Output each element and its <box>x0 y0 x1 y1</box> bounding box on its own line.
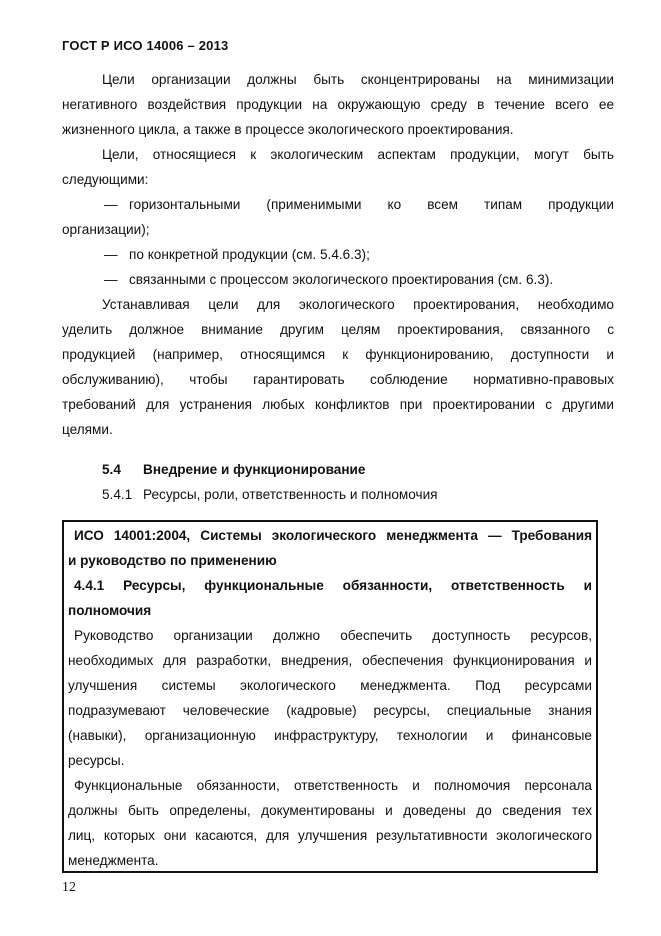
box-para-line: ресурсы. <box>68 753 125 768</box>
list-dash: — <box>104 197 118 212</box>
paragraph1-line: негативного воздействия продукции на окружающую среду в течение всего ее <box>62 97 614 112</box>
paragraph2-line: Цели, относящиеся к экологическим аспектам продукции, могут быть <box>102 147 614 162</box>
box-para-line: подразумевают человеческие (кадровые) ресурсы, специальные знания <box>68 703 592 718</box>
box-para-line: менеджмента. <box>68 853 159 868</box>
section-title: Внедрение и функционирование <box>143 462 366 477</box>
section-number: 5.4 <box>102 462 121 477</box>
paragraph2-line: следующими: <box>62 172 149 187</box>
box-clause-line: 4.4.1 Ресурсы, функциональные обязанности, ответственность и <box>74 578 592 593</box>
box-para-line: (навыки), организационную инфраструктуру, технологии и финансовые <box>68 728 592 743</box>
paragraph3-line: целями. <box>62 422 113 437</box>
list-item: организации); <box>62 222 150 237</box>
list-item: горизонтальными (применимыми ко всем типам продукции <box>129 197 614 212</box>
box-clause-line: полномочия <box>68 603 152 618</box>
box-para-line: лиц, которых они касаются, для улучшения результативности экологического <box>68 828 592 843</box>
box-para-line: необходимых для разработки, внедрения, обеспечения функционирования и <box>68 653 592 668</box>
list-dash: — <box>104 247 118 262</box>
paragraph3-line: требований для устранения любых конфликтов при проектировании с другими <box>62 397 614 412</box>
document-header: ГОСТ Р ИСО 14006 – 2013 <box>62 38 229 53</box>
paragraph1-line: жизненного цикла, а также в процессе экологического проектирования. <box>62 122 514 137</box>
box-para-line: улучшения системы экологического менеджмента. Под ресурсами <box>68 678 592 693</box>
list-item: по конкретной продукции (см. 5.4.6.3); <box>129 247 370 262</box>
box-para-line: должны быть определены, документированы и доведены до сведения тех <box>68 803 592 818</box>
paragraph3-line: обслуживанию), чтобы гарантировать соблюдение нормативно-правовых <box>62 372 614 387</box>
standard-quote-box <box>62 520 598 873</box>
paragraph1-line: Цели организации должны быть сконцентрированы на минимизации <box>102 72 614 87</box>
box-para-line: Функциональные обязанности, ответственность и полномочия персонала <box>74 778 592 793</box>
list-item: связанными с процессом экологического проектирования (см. 6.3). <box>129 272 554 287</box>
list-dash: — <box>104 272 118 287</box>
box-title-line: и руководство по применению <box>68 553 277 568</box>
paragraph3-line: Устанавливая цели для экологического проектирования, необходимо <box>102 297 614 312</box>
subsection-title: Ресурсы, роли, ответственность и полномочия <box>143 487 438 502</box>
paragraph3-line: продукцией (например, относящимся к функционированию, доступности и <box>62 347 614 362</box>
subsection-number: 5.4.1 <box>102 487 133 502</box>
box-para-line: Руководство организации должно обеспечить доступность ресурсов, <box>74 628 592 643</box>
paragraph3-line: уделить должное внимание другим целям проектирования, связанного с <box>62 322 614 337</box>
page-number: 12 <box>62 880 76 895</box>
box-title-line: ИСО 14001:2004, Системы экологического менеджмента — Требования <box>74 528 592 543</box>
